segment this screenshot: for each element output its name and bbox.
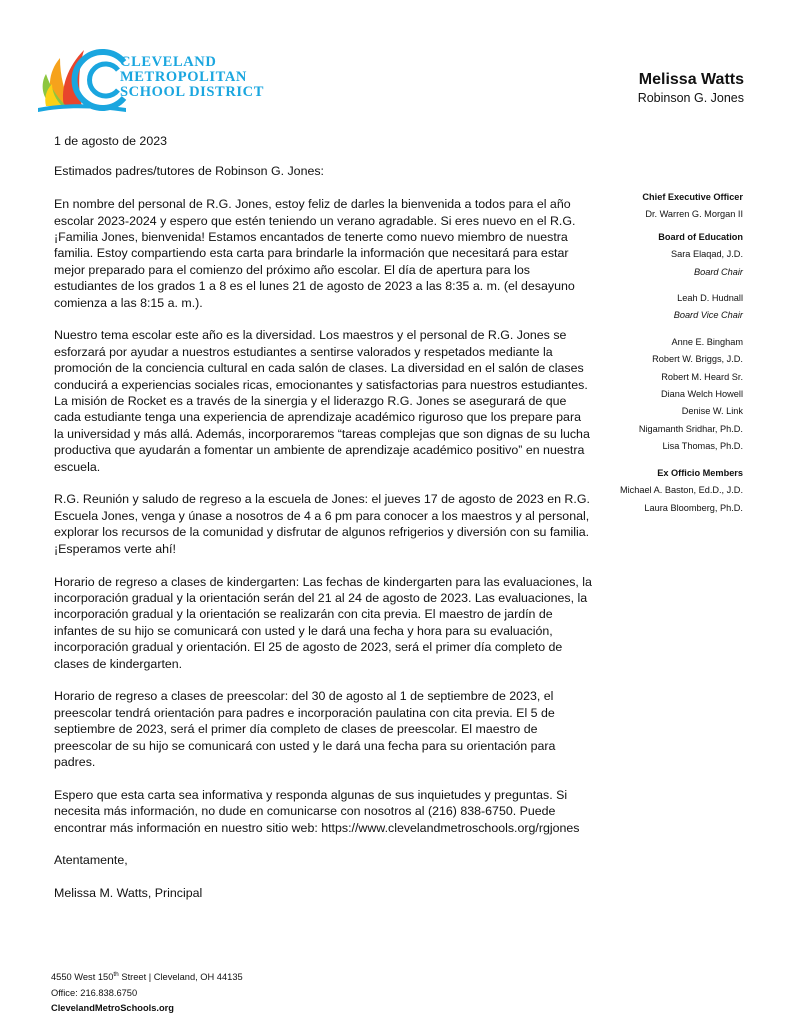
board-vice-chair-name: Leah D. Hudnall (677, 293, 743, 304)
board-member: Denise W. Link (681, 406, 743, 417)
board-member: Robert M. Heard Sr. (661, 371, 743, 382)
letter-closing: Atentamente, (54, 853, 128, 868)
district-name-line2: METROPOLITAN (120, 69, 247, 85)
board-member: Nigamanth Sridhar, Ph.D. (638, 423, 743, 434)
footer-office-phone: Office: 216.838.6750 (51, 987, 138, 998)
letter-signature: Melissa M. Watts, Principal (54, 886, 203, 901)
board-member: Lisa Thomas, Ph.D. (662, 441, 743, 452)
logo-c-inner (90, 64, 118, 96)
boe-heading: Board of Education (658, 231, 743, 242)
logo-c-outer (75, 52, 124, 108)
footer-street-sup: th (113, 971, 119, 978)
board-member: Anne E. Bingham (671, 336, 743, 347)
board-member: Robert W. Briggs, J.D. (652, 354, 743, 365)
board-chair-role: Board Chair (693, 266, 743, 277)
board-vice-chair-role: Board Vice Chair (673, 310, 743, 321)
letter-paragraph: R.G. Reunión y saludo de regreso a la escuela de Jones: el jueves 17 de agosto de 2023 en R.G. Escuela Jones, venga y únase a nosotros de 4 a 6 pm para conocer a los maestros y al personal, explorar los recursos de la comunidad y disfrutar de algunos refrigerios y diversión con su familia. ¡Esperamos verte ahí! (54, 492, 590, 556)
district-logo-icon (38, 44, 128, 114)
letter-body (54, 133, 594, 918)
footer-website-link[interactable]: ClevelandMetroSchools.org (51, 1002, 174, 1013)
letter-paragraph: Horario de regreso a clases de preescolar: del 30 de agosto al 1 de septiembre de 2023, el preescolar tendrá orientación para padres e incorporación paulatina con cita previa. El 5 de septiembre de 2023, será el primer día completo de clases de preescolar. El maestro de preescolar de su hijo se comunicará con usted y le dará una fecha para su orientación para padres. (54, 689, 556, 769)
district-name-line3: SCHOOL DISTRICT (120, 84, 264, 100)
footer-street-post: Street | Cleveland, OH 44135 (118, 972, 243, 983)
letter-paragraph: Nuestro tema escolar este año es la diversidad. Los maestros y el personal de R.G. Jones se esforzará por ayudar a nuestros estudiantes a sentirse valorados y respetados mediante la promoción de la conciencia cultural en cada salón de clases. La diversidad en el salón de clases conducirá a experiencias sociales ricas, emocionantes y satisfactorias para nuestros estudiantes. La misión de Rocket es a través de la sinergia y el liderazgo R.G. Jones se asegurará de que cada estudiante tenga una experiencia de aprendizaje académico riguroso que los prepare para la universidad y más allá. Además, incorporaremos “tareas complejas que son dignas de su lucha productiva que ayudarán a fomentar un ambiente de aprendizaje académico positivo” en nuestra escuela. (54, 328, 590, 474)
district-logo (38, 44, 288, 114)
letter-date: 1 de agosto de 2023 (54, 134, 167, 148)
letter-greeting: Estimados padres/tutores de Robinson G. Jones: (54, 164, 324, 179)
board-chair-name: Sara Elaqad, J.D. (670, 249, 743, 260)
footer-street-pre: 4550 West 150 (51, 972, 114, 983)
letter-paragraph: Horario de regreso a clases de kindergarten: Las fechas de kindergarten para las evaluaciones, la incorporación gradual y la orientación serán del 21 al 24 de agosto de 2023. Las evaluaciones, la incorporación gradual y la orientación se realizarán con cita previa. El maestro de jardín de infantes de su hijo se comunicará con usted y le dará una fecha y hora para su evaluación, incorporación gradual y orientación. El 25 de agosto de 2023, será el primer día completo de clases de kindergarten. (54, 574, 592, 671)
ceo-heading: Chief Executive Officer (642, 192, 743, 202)
exofficio-member: Michael A. Baston, Ed.D., J.D. (619, 485, 743, 496)
exofficio-member: Laura Bloomberg, Ph.D. (644, 502, 743, 513)
district-name (120, 55, 320, 100)
sender-block (638, 70, 744, 107)
board-sidebar (543, 189, 743, 517)
letter-paragraph: Espero que esta carta sea informativa y responda algunas de sus inquietudes y preguntas. Si necesita más información, no dude en comunicarse con nosotros al (216) 838-6750. Puede encontrar más información en nuestro sitio web: https://www.clevelandmetroschools.org/rgjones (54, 787, 580, 835)
sender-name: Melissa Watts (638, 71, 744, 88)
ceo-name: Dr. Warren G. Morgan II (645, 209, 743, 220)
footer-contact (51, 967, 243, 1016)
footer-address (51, 967, 243, 986)
exofficio-heading: Ex Officio Members (657, 467, 743, 478)
sender-school: Robinson G. Jones (637, 91, 744, 105)
board-member: Diana Welch Howell (660, 389, 743, 400)
letter-paragraph: En nombre del personal de R.G. Jones, estoy feliz de darles la bienvenida a todos para el año escolar 2023-2024 y espero que estén teniendo un verano agradable. Si eres nuevo en el R.G. ¡Familia Jones, bienvenida! Estamos encantados de tenerte como nuevo miembro de nuestra familia. Estoy compartiendo esta carta para brindarle la información que necesitará para estar mejor preparado para el comienzo del próximo año escolar. El día de apertura para los estudiantes de los grados 1 a 8 es el lunes 21 de agosto de 2023 a las 8:35 a. m. (el desayuno comienza a las 8:15 a. m.). (54, 197, 576, 310)
district-name-line1: CLEVELAND (120, 54, 217, 70)
